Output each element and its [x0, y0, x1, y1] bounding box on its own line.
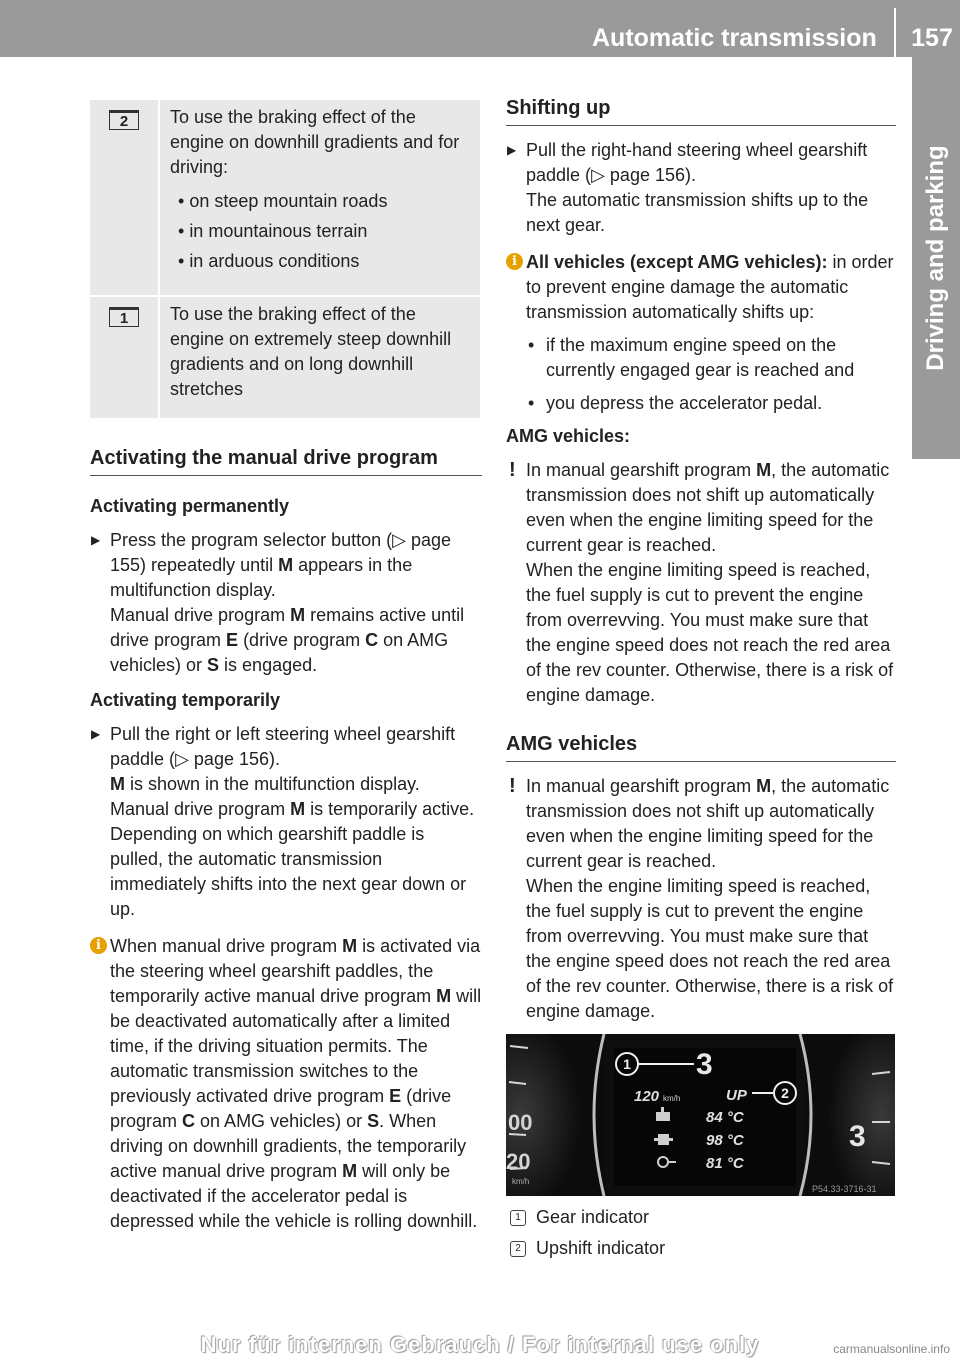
warning-icon: !: [509, 459, 516, 481]
manual-info-note: i When manual drive program M is activated via the steering wheel gearshift paddles, the temporarily active manual drive program M will be deactivated automatically after a limited time, if the driving situation permits. The automatic transmission switches to the previously activated drive program E (drive program C on AMG vehicles) or S. When driving on downhill gradients, the temporarily active manual drive program M will only be deactivated if the accelerator pedal is depressed while the vehicle is rolling downhill.: [90, 934, 482, 1234]
section-title: Automatic transmission: [592, 24, 877, 52]
legend-item: 2 Upshift indicator: [506, 1236, 896, 1261]
gear-row-1-text: To use the braking effect of the engine on extremely steep downhill gradients and on long downhill stretches: [170, 304, 452, 399]
gear-key-2-icon: 2: [109, 110, 139, 130]
scale-label-2: 20: [506, 1149, 531, 1174]
internal-use-footer: Nur für internen Gebrauch / For internal use only: [200, 1332, 760, 1357]
page-number: 157: [911, 24, 953, 52]
gear-table: [90, 100, 480, 418]
legend-item: 1 Gear indicator: [506, 1205, 896, 1230]
amg-heading: AMG vehicles: [506, 732, 896, 762]
page-ref-link[interactable]: page 156: [193, 749, 269, 769]
page-ref-link[interactable]: page 156: [609, 165, 685, 185]
gear-key-1-icon: 1: [109, 307, 139, 327]
scale-unit: km/h: [512, 1177, 530, 1186]
gear-row-2: [90, 100, 480, 295]
temp-readout-3: 81 °C: [706, 1155, 744, 1172]
page-ref-link[interactable]: page 155: [110, 530, 452, 575]
list-item: • in arduous conditions: [178, 249, 474, 274]
ref-icon: ▷: [175, 749, 189, 769]
upshift-readout: UP: [726, 1087, 747, 1104]
callout-number: 2: [510, 1241, 526, 1257]
gear-readout: 3: [696, 1048, 713, 1081]
image-code: P54.33-3716-31: [812, 1184, 877, 1194]
cluster-legend: [506, 1205, 896, 1261]
callout-1-label: 1: [623, 1056, 631, 1072]
amg-warning-note: ! In manual gearshift program M, the automatic transmission does not shift up automatically even when the engine limiting speed for the current gear is reached. When the engine limiting speed is reached, the fuel supply is cut to prevent the engine from overrevving. You must make sure that the engine speed does not reach the red area of the rev counter. Otherwise, there is a risk of engine damage.: [509, 775, 894, 1021]
speed-readout: 120: [634, 1088, 660, 1105]
temp-readout-2: 98 °C: [706, 1132, 744, 1149]
ref-icon: ▷: [392, 530, 406, 550]
amg-label: AMG vehicles:: [506, 426, 631, 446]
info-icon: i: [90, 937, 107, 954]
callout-number: 1: [510, 1210, 526, 1226]
scale-label-1: 00: [508, 1110, 533, 1135]
gear-row-1: [90, 295, 480, 418]
cluster-graphic: [506, 1034, 895, 1196]
header-separator: [894, 8, 896, 57]
shift-warning-note: ! In manual gearshift program M, the automatic transmission does not shift up automatically even when the engine limiting speed for the current gear is reached. When the engine limiting speed is reached, the fuel supply is cut to prevent the engine from overrevving. You must make sure that the engine speed does not reach the red area of the rev counter. Otherwise, there is a risk of engine damage.: [509, 459, 894, 705]
site-watermark: carmanualsonline.info: [833, 1342, 950, 1356]
callout-2-label: 2: [781, 1085, 789, 1101]
shift-info-note: i All vehicles (except AMG vehicles): in order to prevent engine damage the automatic transmission automatically shifts up: • if the maximum engine speed on the currently engaged gear is reached and • you depress the accelerator pedal.: [506, 250, 896, 416]
speed-unit: km/h: [663, 1094, 681, 1103]
info-icon: i: [506, 253, 523, 270]
list-item: • in mountainous terrain: [178, 219, 474, 244]
gear-row-2-intro: To use the braking effect of the engine on downhill gradients and for driving:: [170, 107, 460, 177]
perm-step: ▶ Press the program selector button (▷ page 155) repeatedly until M appears in the multifunction display. Manual drive program M remains active until drive program E (drive program C on AMG vehicles) or S is engaged.: [90, 528, 482, 678]
list-item: • if the maximum engine speed on the currently engaged gear is reached and: [526, 333, 896, 383]
warning-icon: !: [509, 775, 516, 797]
shift-step: ▶ Pull the right-hand steering wheel gearshift paddle (▷ page 156). The automatic transmission shifts up to the next gear.: [506, 138, 896, 238]
right-gear-readout: 3: [849, 1120, 866, 1153]
left-column: [90, 100, 482, 1234]
temp-heading: Activating temporarily: [90, 690, 281, 710]
manual-heading: Activating the manual drive program: [90, 446, 482, 476]
temp-step: ▶ Pull the right or left steering wheel gearshift paddle (▷ page 156). M is shown in the multifunction display. Manual drive program M is temporarily active. Depending on which gearshift paddle is pulled, the automatic transmission immediately shifts into the next gear down or up.: [90, 722, 482, 922]
ref-icon: ▷: [591, 165, 605, 185]
list-item: • you depress the accelerator pedal.: [526, 391, 896, 416]
right-column: [506, 96, 896, 1261]
shifting-up-heading: Shifting up: [506, 96, 896, 126]
temp-readout-1: 84 °C: [706, 1109, 744, 1126]
chapter-tab-label: Driving and parking: [922, 145, 949, 371]
list-item: • on steep mountain roads: [178, 189, 474, 214]
gear-row-2-list: [170, 189, 474, 274]
instrument-cluster-image: [506, 1034, 895, 1196]
perm-heading: Activating permanently: [90, 496, 290, 516]
